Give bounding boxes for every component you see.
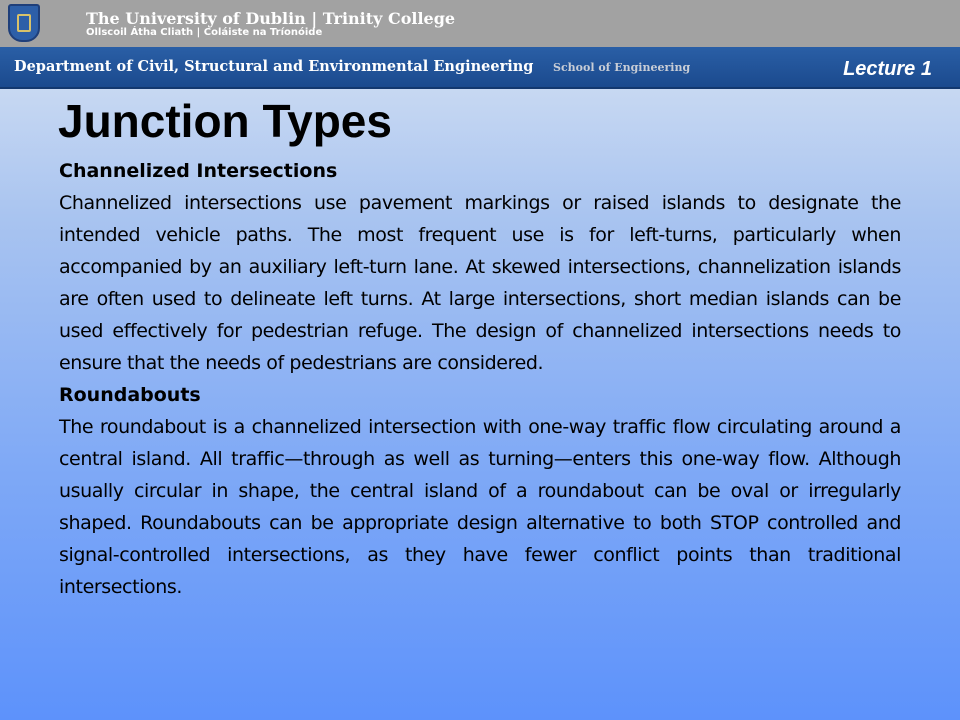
department-name: Department of Civil, Structural and Environmental Engineering — [14, 58, 534, 75]
slide-content — [59, 155, 901, 603]
section-heading-roundabouts: Roundabouts — [59, 384, 201, 406]
section-heading-channelized: Channelized Intersections — [59, 160, 338, 182]
lecture-label: Lecture 1 — [843, 58, 932, 80]
section-body-channelized: Channelized intersections use pavement markings or raised islands to designate the intended vehicle paths. The most frequent use is for left-turns, particularly when accompanied by an auxiliary left-turn lane. At skewed intersections, channelization islands are often used to delineate left turns. At large intersections, short median islands can be used effectively for pedestrian refuge. The design of channelized intersections needs to ensure that the needs of pedestrians are considered. — [59, 192, 901, 374]
university-name: The University of Dublin | Trinity College — [86, 9, 456, 28]
slide-title: Junction Types — [58, 95, 392, 147]
university-subtitle: Ollscoil Átha Cliath | Coláiste na Tríonóide — [86, 27, 323, 38]
section-body-roundabouts: The roundabout is a channelized intersection with one-way traffic flow circulating around a central island. All traffic—through as well as turning—enters this one-way flow. Although usually circular in shape, the central island of a roundabout can be oval or irregularly shaped. Roundabouts can be appropriate design alternative to both STOP controlled and signal-controlled intersections, as they have fewer conflict points than traditional intersections. — [59, 416, 901, 598]
crest-emblem — [17, 14, 31, 32]
university-header-bar — [0, 0, 960, 47]
trinity-crest-icon — [8, 4, 40, 42]
department-header-bar — [0, 47, 960, 89]
school-name: School of Engineering — [553, 61, 691, 74]
